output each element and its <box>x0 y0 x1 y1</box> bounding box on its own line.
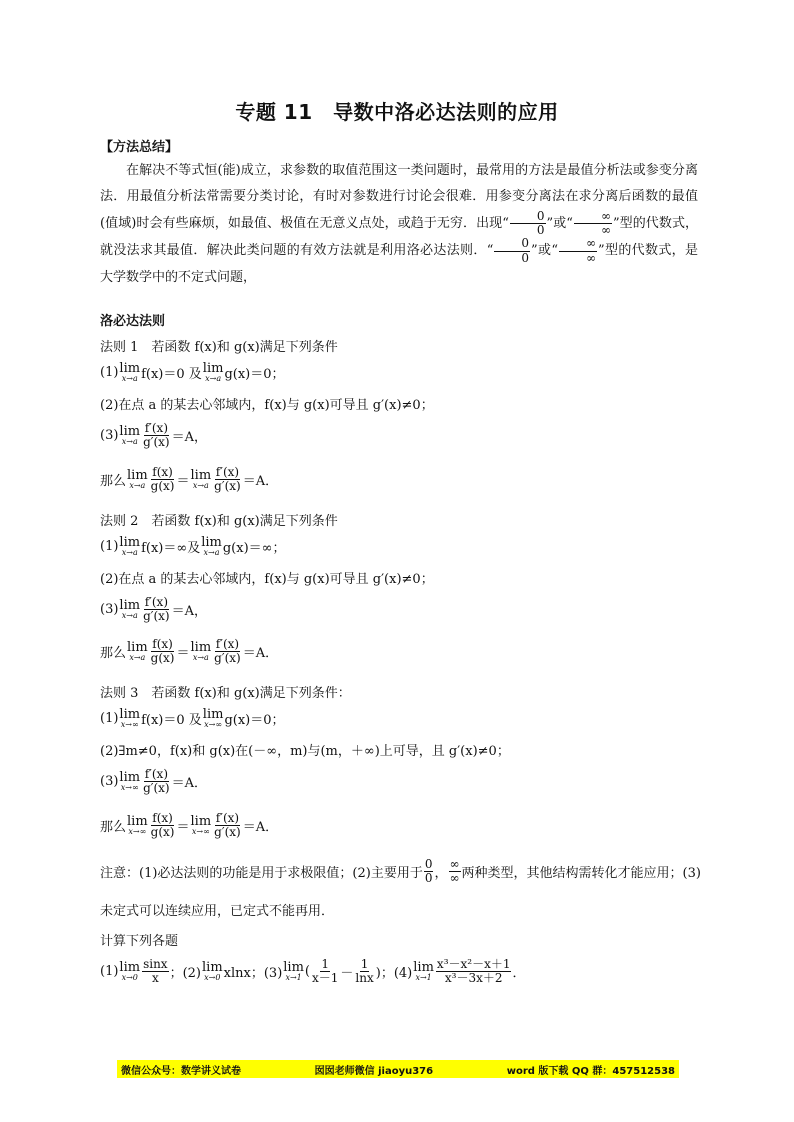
rule2-cond1: (1) lim x→a f(x)＝∞及 lim x→a g(x)＝∞； <box>100 535 286 557</box>
rule3-head: 法则 3 若函数 f(x)和 g(x)满足下列条件： <box>100 686 351 701</box>
rule2-head: 法则 2 若函数 f(x)和 g(x)满足下列条件 <box>100 514 338 529</box>
footer-teacher-wechat: 囡囡老师微信 jiaoyu376 <box>314 1065 434 1077</box>
rule1-cond2: (2)在点 a 的某去心邻域内，f(x)与 g(x)可导且 g′(x)≠0； <box>100 398 434 413</box>
fraction-zero-zero: $\frac{0}{0}$ <box>510 210 546 237</box>
rule1-cond1: (1) lim x→a f(x)＝0 及 lim x→a g(x)＝0； <box>100 361 285 383</box>
note-line1: 注意：(1)必达法则的功能是用于求极限值；(2)主要用于 $\frac{0}{0}$ ， $\frac{\infty}{\infty}$ 两种类型，其他结构需转化才能应用；(3) <box>100 857 701 886</box>
note-line2: 未定式可以连续应用，已定式不能再用． <box>100 904 335 919</box>
intro-text-3: ”型的代数式，就没法求其最值．解决此类问题的有效方法就是利用洛必达法则．“ <box>100 216 699 259</box>
fraction-inf-inf-2: $\frac{\infty}{\infty}$ <box>559 237 597 264</box>
rule1-conclusion: 那么 lim x→a $\frac{f(x)}{g(x)}$ ＝ lim x→a $\frac{f'(x)}{g'(x)}$ ＝A． <box>100 465 279 494</box>
intro-text-4: ”或“ <box>531 243 558 259</box>
rule2-conclusion: 那么 lim x→a $\frac{f(x)}{g(x)}$ ＝ lim x→a $\frac{f'(x)}{g'(x)}$ ＝A． <box>100 637 279 666</box>
rule2-cond2: (2)在点 a 的某去心邻域内，f(x)与 g(x)可导且 g′(x)≠0； <box>100 572 434 587</box>
page-title: 专题 11 导数中洛必达法则的应用 <box>235 100 559 124</box>
section-heading-method: 【方法总结】 <box>100 140 179 155</box>
rule1-cond3: (3) lim x→a $\frac{f'(x)}{g'(x)}$ ＝A， <box>100 421 208 450</box>
exercise-heading: 计算下列各题 <box>100 934 179 949</box>
footer-qq-group: word 版下载 QQ 群：457512538 <box>506 1065 675 1077</box>
limit-symbol: lim x→a <box>202 361 224 383</box>
rule3-conclusion: 那么 lim x→∞ $\frac{f(x)}{g(x)}$ ＝ lim x→∞ $\frac{f'(x)}{g'(x)}$ ＝A． <box>100 811 279 840</box>
footer-wechat-account: 微信公众号：数学讲义试卷 <box>121 1065 241 1077</box>
footer-banner <box>117 1060 679 1078</box>
fraction-inf-inf: $\frac{\infty}{\infty}$ <box>574 210 612 237</box>
rule-heading: 洛必达法则 <box>100 314 166 329</box>
intro-text-2: ”或“ <box>546 216 573 232</box>
rule3-cond3: (3) lim x→∞ $\frac{f'(x)}{g'(x)}$ ＝A． <box>100 767 208 796</box>
intro-paragraph <box>100 158 698 291</box>
rule1-head: 法则 1 若函数 f(x)和 g(x)满足下列条件 <box>100 340 338 355</box>
rule3-cond1: (1) lim x→∞ f(x)＝0 及 lim x→∞ g(x)＝0； <box>100 707 285 729</box>
limit-symbol: lim x→a <box>119 361 141 383</box>
intro-text-5: ”型的代数式，是大学数学中的不定式问题， <box>100 243 698 285</box>
rule3-cond2: (2)∃m≠0，f(x)和 g(x)在(－∞，m)与(m，＋∞)上可导，且 g′(x)≠0； <box>100 744 510 759</box>
exercise-list: (1) lim x→0 $\frac{\sin x}{x}$ ；(2) lim x→0 xlnx；(3) lim x→1 ( $\frac{1}{x-1}$ － $\frac{1}{\ln x}$ )；(4) lim x→1 $\frac{\text{x³－x²－x＋1}}{\text{x³－3x＋2}}$ ． <box>100 957 526 986</box>
intro-text-1: 在解决不等式恒(能)成立，求参数的取值范围这一类问题时，最常用的方法是最值分析法或参变分离法．用最值分析法常需要分类讨论，有时对参数进行讨论会很难．用参变分离法在求分离后函数的最值(值域)时会有些麻烦，如最值、极值在无意义点处，或趋于无穷．出现“ <box>100 163 698 232</box>
fraction-zero-zero-2: $\frac{0}{0}$ <box>494 237 530 264</box>
rule2-cond3: (3) lim x→a $\frac{f'(x)}{g'(x)}$ ＝A， <box>100 595 208 624</box>
